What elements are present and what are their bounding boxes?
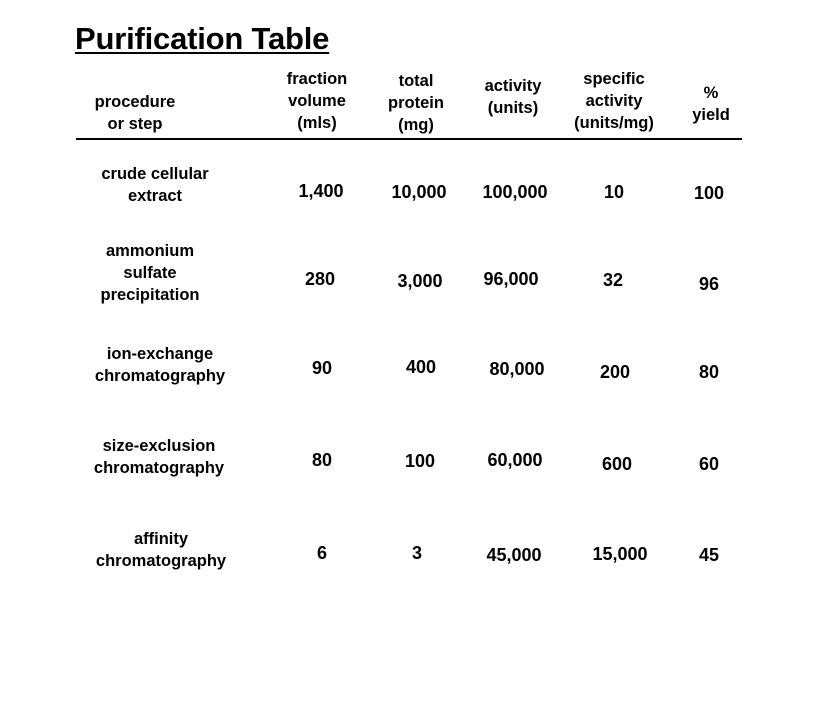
row-volume: 280 bbox=[304, 269, 336, 289]
row-specific: 600 bbox=[601, 454, 633, 474]
row-protein: 100 bbox=[404, 451, 436, 471]
row-activity: 80,000 bbox=[489, 359, 545, 379]
row-step: ammonium sulfate precipitation bbox=[100, 242, 200, 304]
row-volume: 90 bbox=[311, 358, 333, 378]
row-step: crude cellular extract bbox=[101, 165, 209, 205]
row-protein: 400 bbox=[405, 357, 437, 377]
row-volume: 80 bbox=[311, 450, 333, 470]
header-divider bbox=[76, 138, 742, 140]
row-protein: 10,000 bbox=[391, 182, 447, 202]
row-activity: 60,000 bbox=[487, 450, 543, 470]
header-procedure: procedure or step bbox=[94, 93, 176, 133]
header-activity: activity (units) bbox=[484, 77, 542, 117]
page-title: Purification Table bbox=[75, 21, 330, 56]
row-step: size-exclusion chromatography bbox=[93, 437, 225, 477]
row-yield: 96 bbox=[698, 274, 720, 294]
header-yield: % yield bbox=[692, 84, 730, 124]
row-yield: 80 bbox=[698, 362, 720, 382]
row-yield: 45 bbox=[698, 545, 720, 565]
row-activity: 96,000 bbox=[483, 269, 539, 289]
header-specific-activity: specific activity (units/mg) bbox=[574, 70, 654, 132]
row-activity: 100,000 bbox=[482, 182, 548, 202]
row-specific: 10 bbox=[603, 182, 625, 202]
row-activity: 45,000 bbox=[486, 545, 542, 565]
row-yield: 100 bbox=[693, 183, 725, 203]
row-specific: 200 bbox=[599, 362, 631, 382]
header-fraction-volume: fraction volume (mls) bbox=[286, 70, 348, 132]
row-yield: 60 bbox=[698, 454, 720, 474]
header-total-protein: total protein (mg) bbox=[388, 72, 444, 134]
row-protein: 3,000 bbox=[397, 271, 443, 291]
row-specific: 15,000 bbox=[592, 544, 648, 564]
row-volume: 1,400 bbox=[298, 181, 344, 201]
row-step: ion-exchange chromatography bbox=[94, 345, 226, 385]
row-protein: 3 bbox=[411, 543, 423, 563]
row-volume: 6 bbox=[316, 543, 328, 563]
row-specific: 32 bbox=[602, 270, 624, 290]
row-step: affinity chromatography bbox=[95, 530, 227, 570]
